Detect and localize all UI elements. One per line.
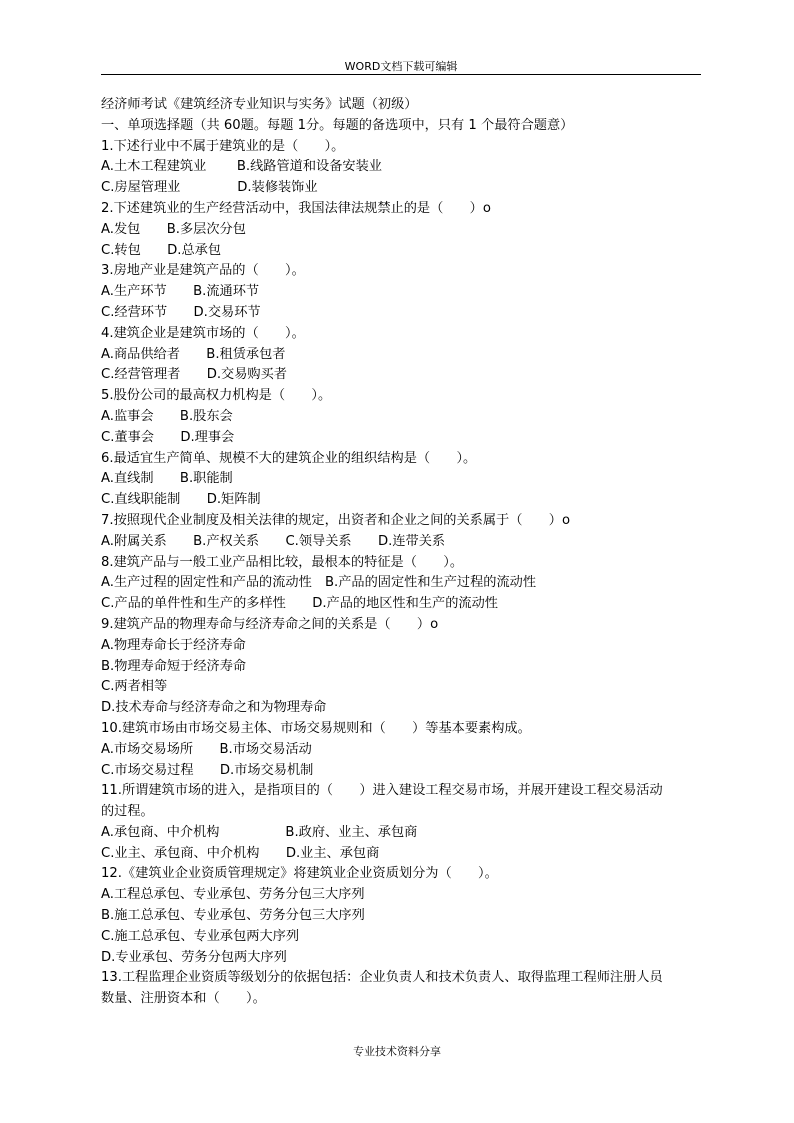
document-line: 4.建筑企业是建筑市场的（ ）。: [101, 325, 305, 341]
document-line: 10.建筑市场由市场交易主体、市场交易规则和（ ）等基本要素构成。: [101, 720, 531, 736]
document-line: 1.下述行业中不属于建筑业的是（ ）。: [101, 138, 345, 154]
document-line: A.商品供给者 B.租赁承包者: [101, 346, 286, 362]
document-line: 12.《建筑业企业资质管理规定》将建筑业企业资质划分为（ ）。: [101, 866, 498, 882]
document-line: D.专业承包、劳务分包两大序列: [101, 949, 287, 965]
document-line: A.承包商、中介机构 B.政府、业主、承包商: [101, 824, 418, 840]
document-line: A.物理寿命长于经济寿命: [101, 637, 246, 653]
document-line: C.市场交易过程 D.市场交易机制: [101, 762, 314, 778]
document-line: B.施工总承包、专业承包、劳务分包三大序列: [101, 908, 365, 924]
page-header: WORD文档下载可编辑: [344, 60, 458, 73]
document-line: C.直线职能制 D.矩阵制: [101, 492, 261, 508]
document-line: 5.股份公司的最高权力机构是（ ）。: [101, 388, 332, 404]
document-line: A.土木工程建筑业 B.线路管道和设备安装业: [101, 159, 382, 175]
section-heading: 一、单项选择题（共 60题。每题 1分。每题的备选项中，只有 1 个最符合题意）: [101, 117, 574, 133]
question-list: [101, 137, 706, 1010]
document-body: [101, 95, 706, 1010]
document-line: B.物理寿命短于经济寿命: [101, 658, 247, 674]
document-line: 13.工程监理企业资质等级划分的依据包括：企业负责人和技术负责人、取得监理工程师注册人员: [101, 970, 663, 986]
document-line: 的过程。: [101, 804, 154, 820]
document-line: 数量、注册资本和（ ）。: [101, 991, 266, 1007]
document-line: D.技术寿命与经济寿命之和为物理寿命: [101, 700, 327, 716]
document-line: 3.房地产业是建筑产品的（ ）。: [101, 263, 305, 279]
document-line: 9.建筑产品的物理寿命与经济寿命之间的关系是（ ）o: [101, 616, 439, 632]
header-divider: [101, 74, 701, 75]
document-line: C.转包 D.总承包: [101, 242, 222, 258]
document-line: A.生产过程的固定性和产品的流动性 B.产品的固定性和生产过程的流动性: [101, 575, 537, 591]
document-line: A.直线制 B.职能制: [101, 471, 233, 487]
document-line: A.监事会 B.股东会: [101, 408, 233, 424]
document-line: C.房屋管理业 D.装修装饰业: [101, 180, 318, 196]
document-title: 经济师考试《建筑经济专业知识与实务》试题（初级）: [101, 97, 418, 112]
document-line: A.发包 B.多层次分包: [101, 221, 246, 237]
document-line: C.经营环节 D.交易环节: [101, 304, 261, 320]
document-line: A.市场交易场所 B.市场交易活动: [101, 741, 312, 757]
document-line: C.业主、承包商、中介机构 D.业主、承包商: [101, 845, 380, 861]
document-line: 6.最适宜生产简单、规模不大的建筑企业的组织结构是（ ）。: [101, 450, 477, 466]
document-line: A.附属关系 B.产权关系 C.领导关系 D.连带关系: [101, 533, 446, 549]
document-line: C.施工总承包、专业承包两大序列: [101, 928, 300, 944]
document-line: A.生产环节 B.流通环节: [101, 284, 260, 300]
document-line: C.经营管理者 D.交易购买者: [101, 367, 287, 383]
document-line: C.两者相等: [101, 679, 168, 695]
document-line: A.工程总承包、专业承包、劳务分包三大序列: [101, 887, 365, 903]
document-line: 2.下述建筑业的生产经营活动中，我国法律法规禁止的是（ ）o: [101, 200, 491, 216]
document-line: 7.按照现代企业制度及相关法律的规定，出资者和企业之间的关系属于（ ）o: [101, 512, 571, 528]
document-line: C.董事会 D.理事会: [101, 429, 235, 445]
page-footer: 专业技术资料分享: [353, 1045, 441, 1058]
document-line: 8.建筑产品与一般工业产品相比较，最根本的特征是（ ）。: [101, 554, 464, 570]
document-line: C.产品的单件性和生产的多样性 D.产品的地区性和生产的流动性: [101, 596, 498, 612]
document-line: 11.所谓建筑市场的进入，是指项目的（ ）进入建设工程交易市场，并展开建设工程交易活动: [101, 783, 663, 799]
